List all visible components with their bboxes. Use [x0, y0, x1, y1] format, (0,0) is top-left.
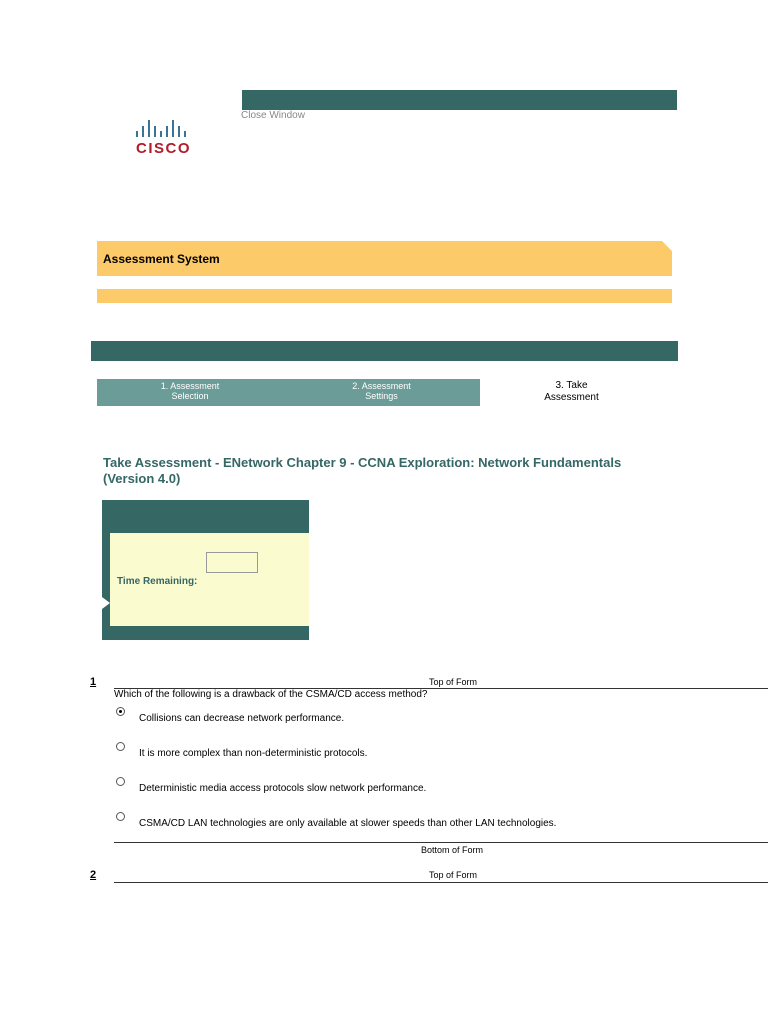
top-of-form-label: Top of Form: [429, 677, 478, 687]
bottom-of-form-label: Bottom of Form: [421, 845, 484, 855]
assessment-system-banner: [97, 241, 672, 276]
top-of-form-label: Top of Form: [429, 870, 478, 880]
step1-line2: Selection: [171, 391, 209, 401]
form-bottom-rule: [114, 842, 768, 843]
option-label-2: It is more complex than non-deterministic protocols.: [139, 748, 368, 759]
header-bar: [242, 90, 677, 110]
timer-panel: [102, 500, 309, 640]
step3-line2: Assessment: [544, 392, 599, 403]
step1-line1: 1. Assessment: [160, 381, 220, 391]
cisco-logo-bars-icon: [136, 119, 200, 137]
option-label-4: CSMA/CD LAN technologies are only available at slower speeds than other LAN technologies.: [139, 818, 557, 829]
step3-line1: 3. Take: [555, 380, 588, 391]
option-radio-4[interactable]: [116, 812, 125, 821]
option-label-3: Deterministic media access protocols slow network performance.: [139, 783, 427, 794]
step2-line2: Settings: [365, 391, 398, 401]
option-radio-1[interactable]: [116, 707, 125, 716]
question-text: Which of the following is a drawback of the CSMA/CD access method?: [114, 689, 428, 700]
timer-content: [110, 533, 309, 626]
close-window-link[interactable]: Close Window: [241, 110, 305, 121]
form-top-rule: [114, 882, 768, 883]
step2-line1: 2. Assessment: [352, 381, 411, 391]
question-number: 1: [90, 676, 97, 688]
orange-divider: [97, 289, 672, 303]
time-remaining-label: Time Remaining:: [117, 576, 198, 587]
time-remaining-field: [206, 552, 258, 573]
option-radio-2[interactable]: [116, 742, 125, 751]
page-title-line2: (Version 4.0): [103, 471, 181, 486]
option-label-1: Collisions can decrease network performance.: [139, 713, 345, 724]
page-title: [103, 455, 743, 487]
option-radio-3[interactable]: [116, 777, 125, 786]
banner-corner: [662, 241, 672, 251]
step-take-assessment: [520, 380, 623, 404]
cisco-logo-wordmark: CISCO: [136, 140, 192, 157]
step-assessment-selection[interactable]: [97, 379, 283, 406]
step-assessment-settings[interactable]: [283, 379, 480, 406]
question-number: 2: [90, 869, 97, 881]
page-title-line1: Take Assessment - ENetwork Chapter 9 - CCNA Exploration: Network Fundamentals: [103, 455, 622, 470]
banner-title: Assessment System: [103, 252, 220, 266]
nav-bar: [91, 341, 678, 361]
cisco-logo: [136, 119, 200, 157]
timer-notch: [102, 597, 110, 609]
